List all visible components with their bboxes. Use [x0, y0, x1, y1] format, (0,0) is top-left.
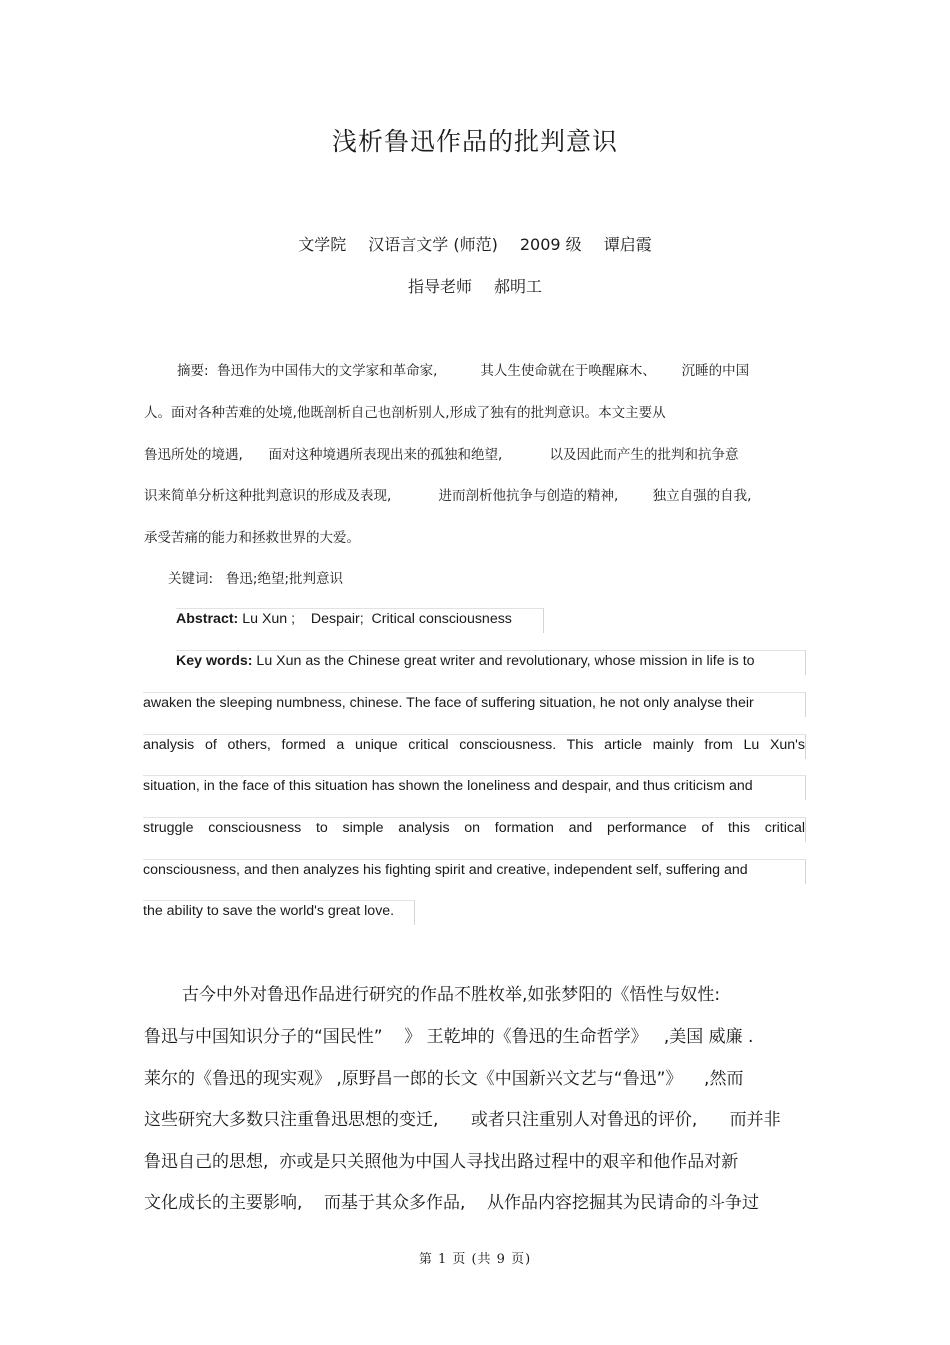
author-grade: 2009 级: [519, 235, 582, 254]
body-line: 古今中外对鲁迅作品进行研究的作品不胜枚举,如张梦阳的《悟性与奴性:: [182, 985, 721, 1005]
keywords-cn: 关键词: 鲁迅;绝望;批判意识: [168, 571, 344, 587]
keywords-en-line: the ability to save the world's great love.: [143, 900, 415, 925]
author-college: 文学院: [298, 235, 347, 254]
body-line: 鲁迅自己的思想, 亦或是只关照他为中国人寻找出路过程中的艰辛和他作品对新: [144, 1152, 739, 1172]
keywords-en-line: struggle consciousness to simple analysis on formation and performance of this critical: [143, 817, 806, 842]
abstract-en-label: Abstract:: [176, 611, 239, 627]
paper-title: 浅析鲁迅作品的批判意识: [331, 127, 618, 156]
abstract-cn-line: 鲁迅所处的境遇, 面对这种境遇所表现出来的孤独和绝望, 以及因此而产生的批判和抗争意: [144, 447, 739, 463]
body-line: 这些研究大多数只注重鲁迅思想的变迁, 或者只注重别人对鲁迅的评价, 而并非: [144, 1110, 781, 1130]
abstract-cn-line: 人。面对各种苦难的处境,他既剖析自己也剖析别人,形成了独有的批判意识。本文主要从: [144, 405, 666, 421]
keywords-en-line: awaken the sleeping numbness, chinese. The face of suffering situation, he not only analyse their: [143, 692, 806, 717]
abstract-en-text: Lu Xun ; Despair; Critical consciousness: [238, 611, 512, 627]
advisor-name: 郝明工: [494, 277, 543, 296]
abstract-cn-line: 摘要: 鲁迅作为中国伟大的文学家和革命家, 其人生使命就在于唤醒麻木、 沉睡的中国: [177, 363, 750, 379]
advisor-label: 指导老师: [407, 277, 472, 296]
keywords-en-line: consciousness, and then analyzes his fighting spirit and creative, independent self, suffering and: [143, 859, 806, 884]
author-line: [0, 232, 950, 255]
keywords-en-first-line: Lu Xun as the Chinese great writer and revolutionary, whose mission in life is to: [252, 653, 755, 669]
abstract-cn-line: 识来简单分析这种批判意识的形成及表现, 进而剖析他抗争与创造的精神, 独立自强的自我,: [144, 488, 752, 504]
keywords-en-line: situation, in the face of this situation has shown the loneliness and despair, and thus criticism and: [143, 775, 806, 800]
body-line: 鲁迅与中国知识分子的“国民性” 》 王乾坤的《鲁迅的生命哲学》 ,美国 威廉 .: [144, 1027, 754, 1047]
author-major: 汉语言文学 (师范): [368, 235, 498, 254]
body-line: 文化成长的主要影响, 而基于其众多作品, 从作品内容挖掘其为民请命的斗争过: [144, 1193, 760, 1213]
keywords-en-label: Key words:: [176, 653, 253, 669]
page-footer: 第 1 页 (共 9 页): [418, 1252, 532, 1267]
body-line: 莱尔的《鲁迅的现实观》 ,原野昌一郎的长文《中国新兴文艺与“鲁迅”》 ,然而: [144, 1069, 744, 1089]
keywords-en-line: analysis of others, formed a unique critical consciousness. This article mainly from Lu Xun's: [143, 734, 806, 759]
abstract-cn-line: 承受苦痛的能力和拯救世界的大爱。: [144, 530, 360, 546]
keywords-en: [176, 650, 806, 675]
author-name: 谭启霞: [603, 235, 652, 254]
advisor-line: [0, 274, 950, 297]
abstract-en: [176, 608, 544, 633]
